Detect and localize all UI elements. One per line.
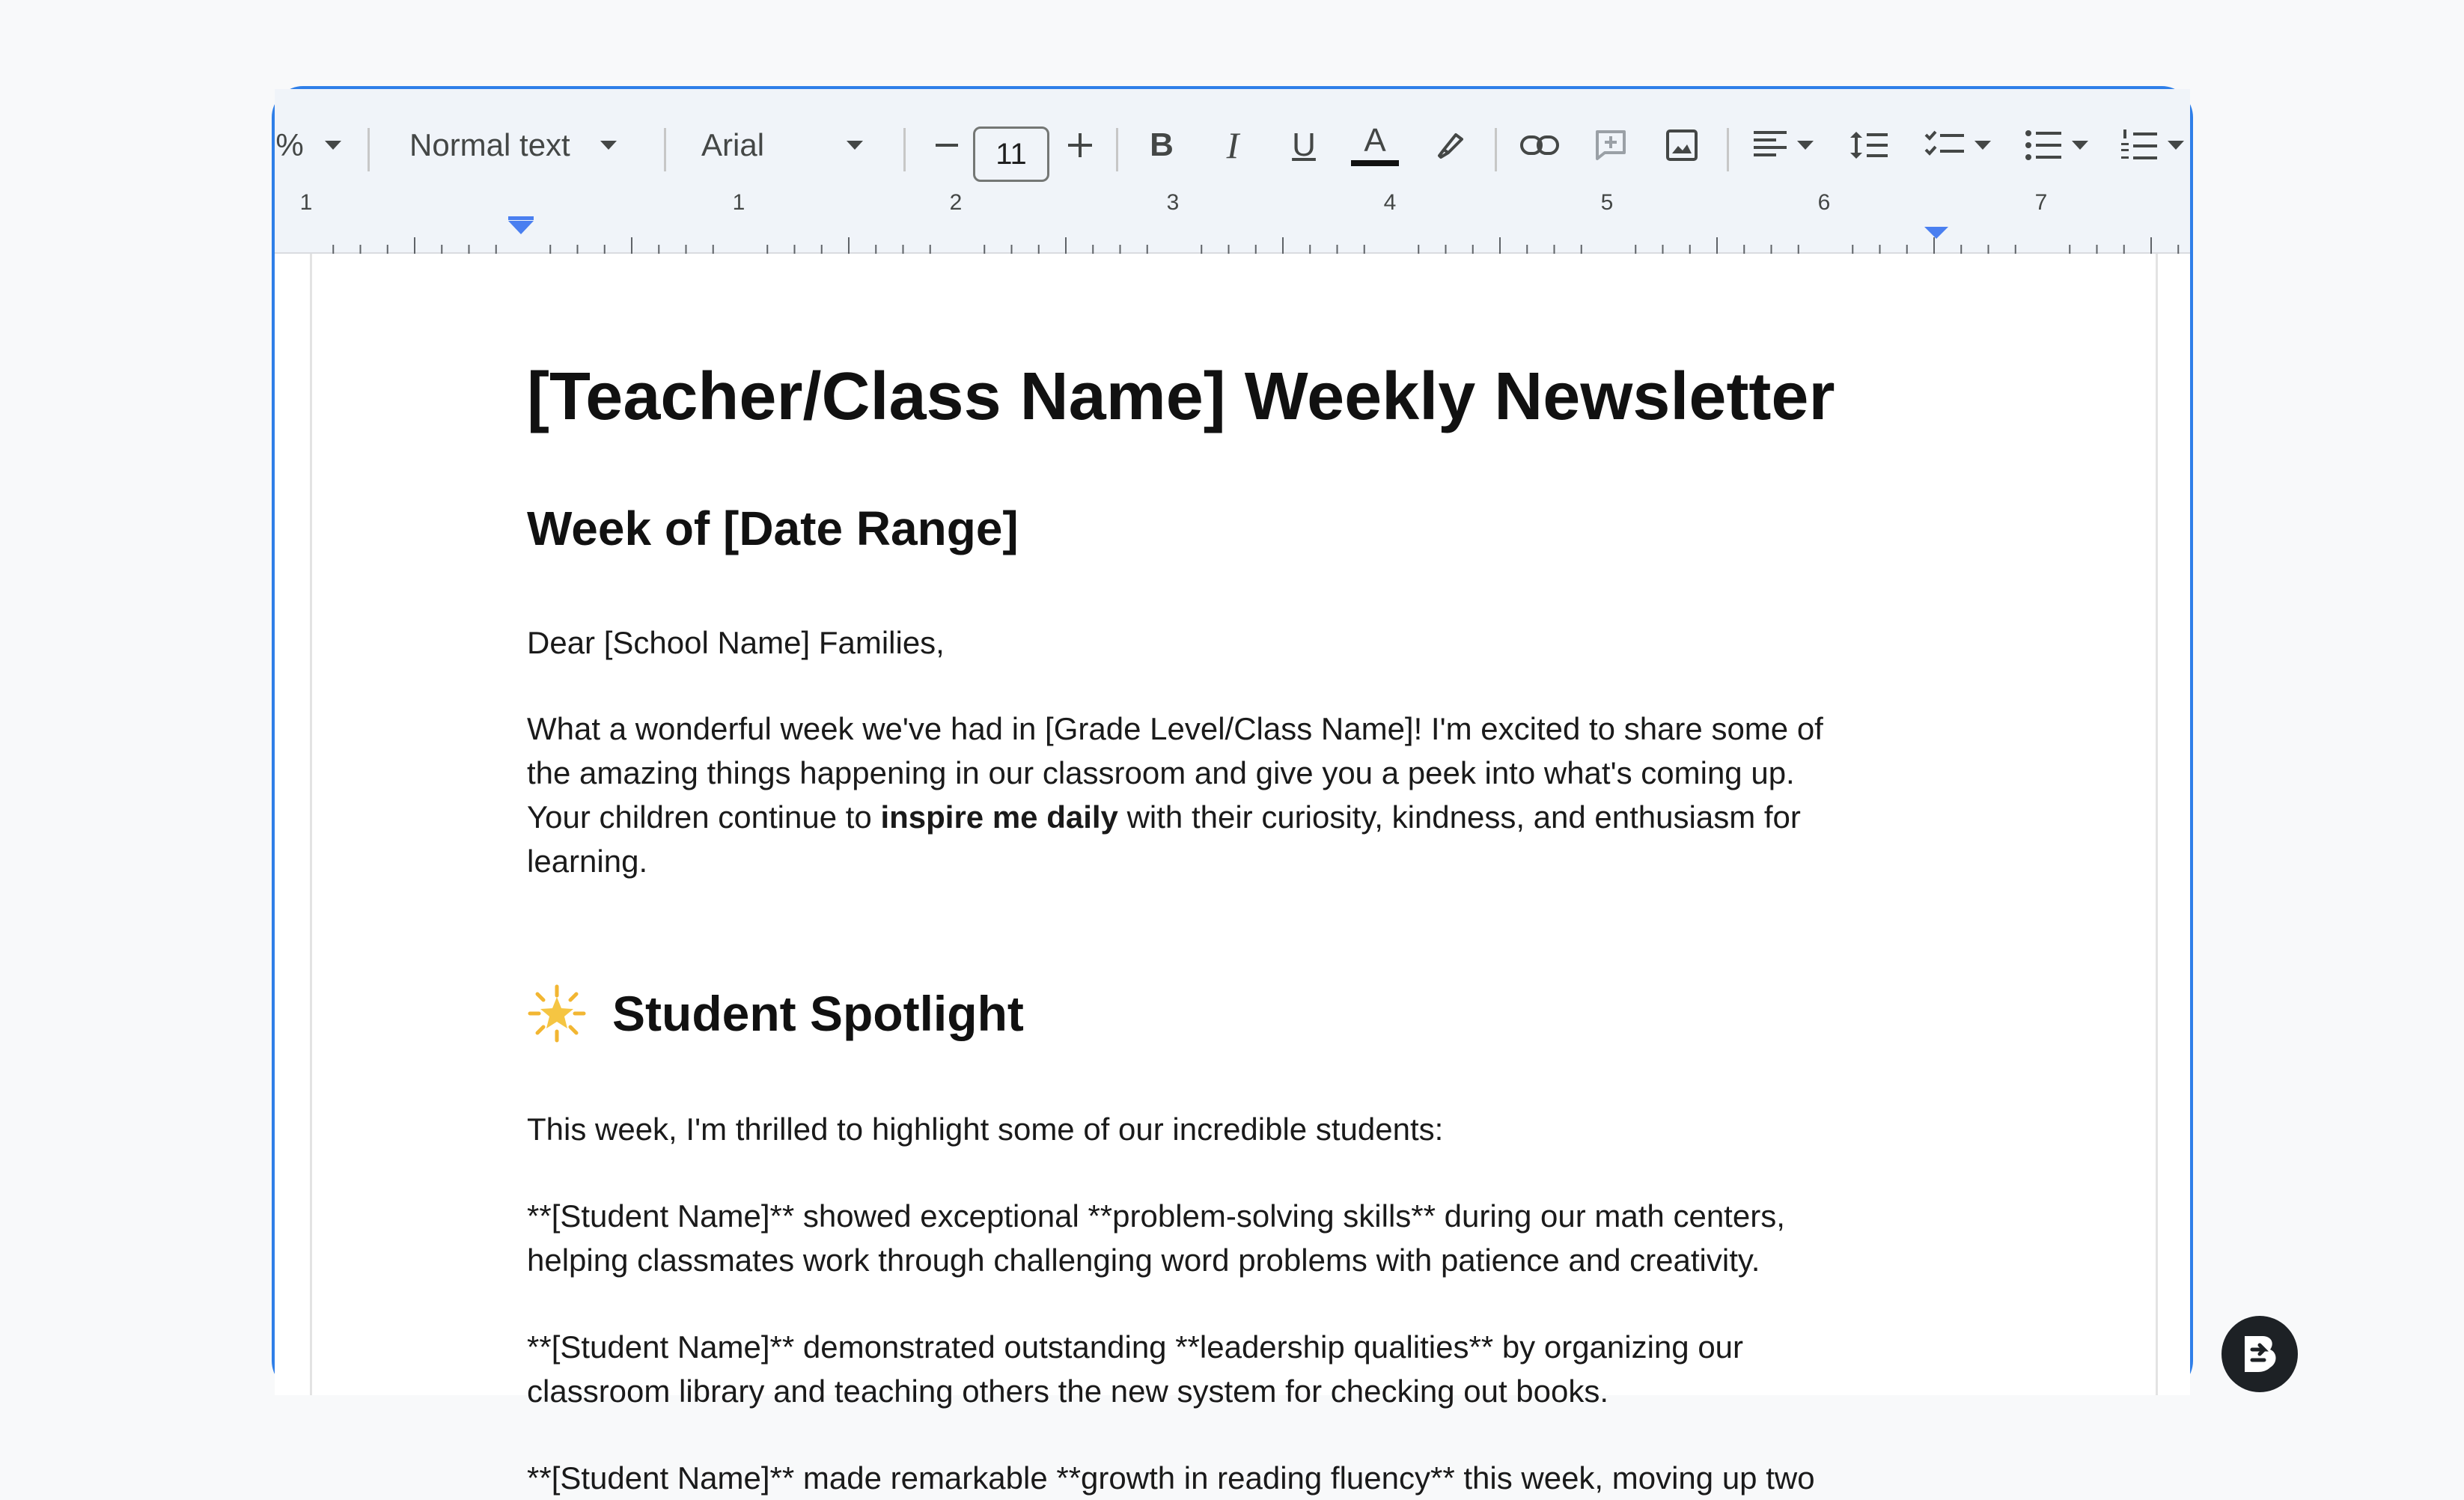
horizontal-ruler[interactable] bbox=[275, 201, 2190, 254]
spotlight-intro: This week, I'm thrilled to highlight some of our incredible students: bbox=[527, 1112, 1444, 1147]
increase-font-size-button[interactable] bbox=[1058, 89, 1103, 201]
ruler-ticks bbox=[275, 201, 2196, 254]
toolbar-divider bbox=[664, 128, 666, 171]
intro-line bbox=[527, 795, 1801, 839]
greeting-paragraph: Dear [School Name] Families, bbox=[527, 625, 945, 660]
link-icon bbox=[1519, 134, 1560, 156]
zoom-value: % bbox=[275, 127, 304, 162]
toolbar-divider bbox=[1727, 128, 1729, 171]
intro-line: What a wonderful week we've had in [Grade Level/Class Name]! I'm excited to share some of bbox=[527, 711, 1823, 746]
ruler-number: 3 bbox=[1166, 190, 1180, 215]
italic-icon: I bbox=[1226, 124, 1239, 166]
font-family-label: Arial bbox=[701, 127, 765, 162]
ruler-number: 5 bbox=[1600, 190, 1614, 215]
bulleted-list-button[interactable] bbox=[2011, 89, 2101, 201]
brand-logo-icon bbox=[2236, 1330, 2284, 1378]
chevron-down-icon bbox=[600, 141, 617, 150]
numbered-list-icon bbox=[2120, 128, 2159, 162]
italic-button[interactable] bbox=[1207, 89, 1259, 201]
right-indent-marker bbox=[1924, 227, 1948, 239]
image-icon bbox=[1665, 128, 1699, 162]
ruler-number: 1 bbox=[732, 190, 745, 215]
spotlight-heading bbox=[527, 984, 1024, 1043]
highlight-color-button[interactable] bbox=[1420, 89, 1480, 201]
bold-button[interactable] bbox=[1135, 89, 1188, 201]
checklist-icon bbox=[1924, 129, 1966, 162]
font-size-input[interactable] bbox=[973, 126, 1049, 182]
page-edge-right bbox=[2156, 254, 2158, 1395]
chevron-down-icon bbox=[325, 141, 341, 150]
brand-logo-badge bbox=[2221, 1316, 2298, 1392]
document-title: [Teacher/Class Name] Weekly Newsletter bbox=[527, 359, 1835, 434]
toolbar-divider bbox=[903, 128, 906, 171]
formatting-toolbar bbox=[275, 89, 2190, 201]
page-edge-left bbox=[310, 254, 312, 1395]
text-color-swatch bbox=[1351, 160, 1399, 166]
toolbar-divider bbox=[368, 128, 370, 171]
chevron-down-icon bbox=[2072, 141, 2088, 150]
glowing-star-icon bbox=[527, 984, 587, 1043]
toolbar-divider bbox=[1495, 128, 1497, 171]
ruler-number: 2 bbox=[949, 190, 963, 215]
intro-line: the amazing things happening in our classroom and give you a peek into what's coming up. bbox=[527, 755, 1795, 790]
document-subtitle: Week of [Date Range] bbox=[527, 501, 1019, 555]
intro-line: learning. bbox=[527, 844, 648, 879]
chevron-down-icon bbox=[1797, 141, 1814, 150]
highlighter-icon bbox=[1433, 129, 1466, 162]
underline-icon: U bbox=[1292, 126, 1316, 163]
plus-icon bbox=[1066, 131, 1094, 159]
left-indent-marker bbox=[508, 216, 534, 220]
student-spotlight-line: helping classmates work through challenging word problems with patience and creativity. bbox=[527, 1243, 1760, 1278]
chevron-down-icon bbox=[847, 141, 863, 150]
ruler-number: 6 bbox=[1817, 190, 1831, 215]
decrease-font-size-button[interactable] bbox=[924, 89, 969, 201]
bold-icon: B bbox=[1150, 126, 1174, 163]
chevron-down-icon bbox=[1974, 141, 1991, 150]
zoom-dropdown-caret[interactable] bbox=[318, 89, 348, 201]
underline-button[interactable] bbox=[1278, 89, 1330, 201]
ruler-number: 4 bbox=[1383, 190, 1397, 215]
text-color-button[interactable] bbox=[1345, 89, 1405, 201]
ruler-number: 7 bbox=[2034, 190, 2048, 215]
student-spotlight-line: **[Student Name]** demonstrated outstanding **leadership qualities** by organizing our bbox=[527, 1329, 1744, 1365]
minus-icon bbox=[933, 132, 960, 159]
line-spacing-icon bbox=[1849, 129, 1889, 162]
align-button[interactable] bbox=[1742, 89, 1824, 201]
font-family-select[interactable] bbox=[686, 89, 933, 201]
student-spotlight-line: **[Student Name]** showed exceptional **problem-solving skills** during our math centers, bbox=[527, 1198, 1785, 1234]
paragraph-style-label: Normal text bbox=[409, 127, 570, 162]
ruler-number: 1 bbox=[299, 190, 313, 215]
numbered-list-button[interactable] bbox=[2107, 89, 2197, 201]
intro-text: Your children continue to bbox=[527, 799, 881, 835]
zoom-select[interactable] bbox=[275, 89, 305, 201]
spotlight-heading-text: Student Spotlight bbox=[612, 986, 1024, 1041]
add-comment-icon bbox=[1593, 127, 1629, 163]
insert-image-button[interactable] bbox=[1652, 89, 1712, 201]
document-window bbox=[272, 86, 2193, 1496]
insert-link-button[interactable] bbox=[1510, 89, 1570, 201]
align-left-icon bbox=[1752, 129, 1788, 161]
text-color-icon: A bbox=[1364, 122, 1386, 159]
add-comment-button[interactable] bbox=[1581, 89, 1641, 201]
bulleted-list-icon bbox=[2024, 129, 2063, 162]
student-spotlight-line: **[Student Name]** made remarkable **growth in reading fluency** this week, moving up two bbox=[527, 1460, 1815, 1496]
student-spotlight-line: classroom library and teaching others the new system for checking out books. bbox=[527, 1374, 1609, 1409]
checklist-button[interactable] bbox=[1912, 89, 2002, 201]
intro-text: with their curiosity, kindness, and enthusiasm for bbox=[1117, 799, 1801, 835]
chevron-down-icon bbox=[2168, 141, 2184, 150]
paragraph-style-select[interactable] bbox=[394, 89, 649, 201]
font-size-value: 11 bbox=[995, 137, 1027, 171]
first-line-indent-marker bbox=[508, 221, 534, 234]
line-spacing-button[interactable] bbox=[1839, 89, 1899, 201]
toolbar-divider bbox=[1116, 128, 1118, 171]
intro-bold-text: inspire me daily bbox=[880, 799, 1118, 835]
